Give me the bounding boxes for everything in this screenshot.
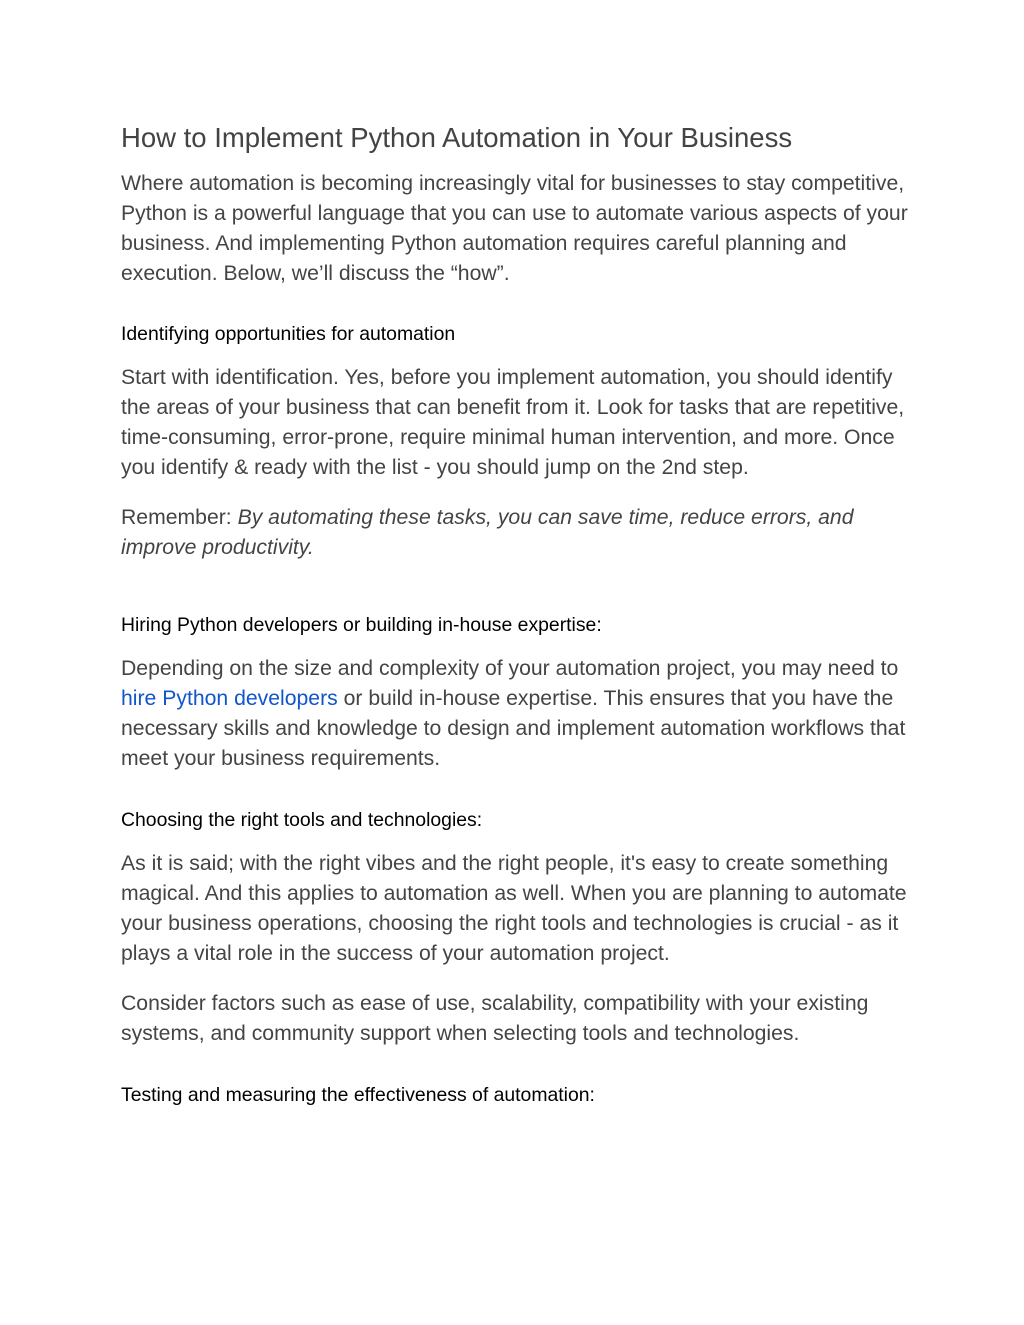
section-heading-tools: Choosing the right tools and technologies: <box>121 809 483 831</box>
hiring-paragraph <box>121 654 921 774</box>
remember-text: By automating these tasks, you can save time, reduce errors, and improve productivity. <box>121 506 854 559</box>
tools-paragraph-1: As it is said; with the right vibes and the right people, it's easy to create something magical. And this applies to automation as well. When you are planning to automate your business operations, choosing the right tools and technologies is crucial - as it plays a vital role in the success of your automation project. <box>121 852 907 965</box>
tools-paragraph-2: Consider factors such as ease of use, scalability, compatibility with your existing systems, and community support when selecting tools and technologies. <box>121 992 869 1045</box>
hire-python-developers-link[interactable]: hire Python developers <box>121 687 338 710</box>
identifying-paragraph: Start with identification. Yes, before you implement automation, you should identify the areas of your business that can benefit from it. Look for tasks that are repetitive, time-consuming, error-prone, require minimal human intervention, and more. Once you identify & ready with the list - you should jump on the 2nd step. <box>121 366 905 479</box>
hiring-text-before: Depending on the size and complexity of your automation project, you may need to <box>121 657 899 680</box>
section-heading-hiring: Hiring Python developers or building in-house expertise: <box>121 614 602 636</box>
hiring-text-after: or build in-house expertise. This ensures that you have the necessary skills and knowledge to design and implement automation workflows that meet your business requirements. <box>121 687 906 770</box>
page-title: How to Implement Python Automation in Your Business <box>121 122 793 153</box>
remember-paragraph <box>121 503 921 563</box>
intro-paragraph: Where automation is becoming increasingly vital for businesses to stay competitive, Python is a powerful language that you can use to automate various aspects of your business. And implementing Python automation requires careful planning and execution. Below, we’ll discuss the “how”. <box>121 172 908 285</box>
remember-label: Remember: <box>121 506 238 529</box>
document-page <box>121 120 921 1108</box>
section-heading-identifying: Identifying opportunities for automation <box>121 323 456 345</box>
section-heading-testing: Testing and measuring the effectiveness of automation: <box>121 1084 595 1106</box>
